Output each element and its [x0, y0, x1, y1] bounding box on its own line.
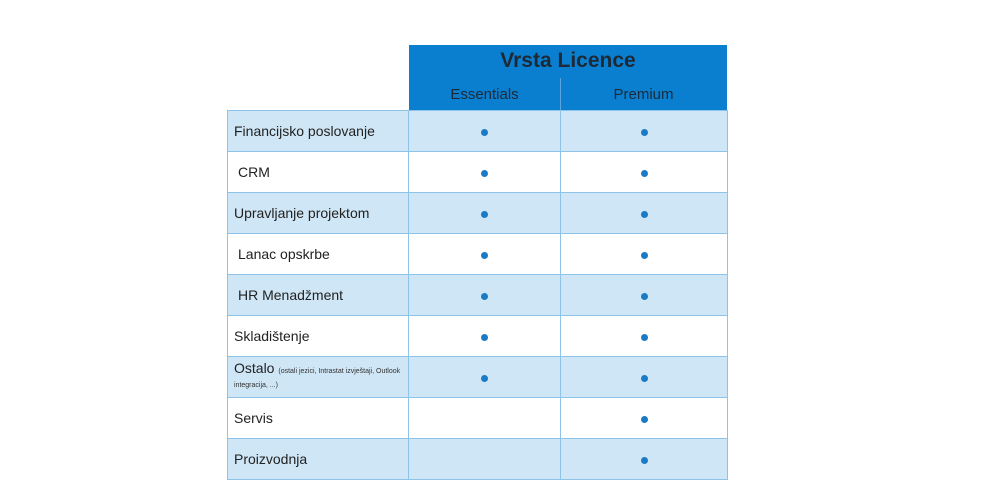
feature-label: Financijsko poslovanje	[234, 123, 375, 139]
feature-cell	[228, 357, 409, 398]
essentials-cell	[409, 316, 561, 357]
included-dot-icon	[641, 129, 648, 136]
table-row	[228, 439, 728, 480]
table-row	[228, 193, 728, 234]
included-dot-icon	[641, 457, 648, 464]
table-row	[228, 152, 728, 193]
included-dot-icon	[481, 375, 488, 382]
feature-cell	[228, 275, 409, 316]
feature-cell	[228, 152, 409, 193]
feature-label: CRM	[238, 164, 270, 180]
feature-label: HR Menadžment	[238, 287, 344, 303]
license-table	[227, 110, 728, 480]
included-dot-icon	[481, 211, 488, 218]
included-dot-icon	[481, 334, 488, 341]
feature-label: Proizvodnja	[234, 451, 308, 467]
feature-label: Ostalo	[234, 360, 275, 376]
column-premium: Premium	[613, 86, 674, 103]
included-dot-icon	[481, 170, 488, 177]
table-row	[228, 111, 728, 152]
included-dot-icon	[641, 211, 648, 218]
included-dot-icon	[641, 252, 648, 259]
feature-label: Lanac opskrbe	[238, 246, 330, 262]
license-header	[409, 45, 727, 110]
essentials-cell	[409, 152, 561, 193]
premium-cell	[561, 398, 728, 439]
essentials-cell	[409, 193, 561, 234]
feature-label: Servis	[234, 410, 273, 426]
included-dot-icon	[641, 416, 648, 423]
included-dot-icon	[641, 334, 648, 341]
table-row	[228, 316, 728, 357]
feature-cell	[228, 316, 409, 357]
premium-cell	[561, 439, 728, 480]
premium-cell	[561, 275, 728, 316]
premium-cell	[561, 193, 728, 234]
license-title: Vrsta Licence	[500, 49, 636, 72]
premium-cell	[561, 152, 728, 193]
essentials-cell	[409, 398, 561, 439]
essentials-cell	[409, 357, 561, 398]
table-row	[228, 357, 728, 398]
included-dot-icon	[641, 170, 648, 177]
included-dot-icon	[481, 252, 488, 259]
premium-cell	[561, 316, 728, 357]
premium-cell	[561, 111, 728, 152]
essentials-cell	[409, 111, 561, 152]
feature-cell	[228, 111, 409, 152]
feature-label: Skladištenje	[234, 328, 310, 344]
included-dot-icon	[481, 293, 488, 300]
included-dot-icon	[481, 129, 488, 136]
feature-sublabel: (ostali jezici, Intrastat izvještaji, Outlook integracija, ...)	[234, 368, 401, 389]
feature-cell	[228, 439, 409, 480]
table-row	[228, 275, 728, 316]
feature-label: Upravljanje projektom	[234, 205, 370, 221]
table-row	[228, 398, 728, 439]
feature-cell	[228, 234, 409, 275]
essentials-cell	[409, 275, 561, 316]
essentials-cell	[409, 234, 561, 275]
column-essentials: Essentials	[450, 86, 519, 103]
table-row	[228, 234, 728, 275]
essentials-cell	[409, 439, 561, 480]
included-dot-icon	[641, 375, 648, 382]
feature-cell	[228, 398, 409, 439]
included-dot-icon	[641, 293, 648, 300]
premium-cell	[561, 357, 728, 398]
feature-cell	[228, 193, 409, 234]
premium-cell	[561, 234, 728, 275]
